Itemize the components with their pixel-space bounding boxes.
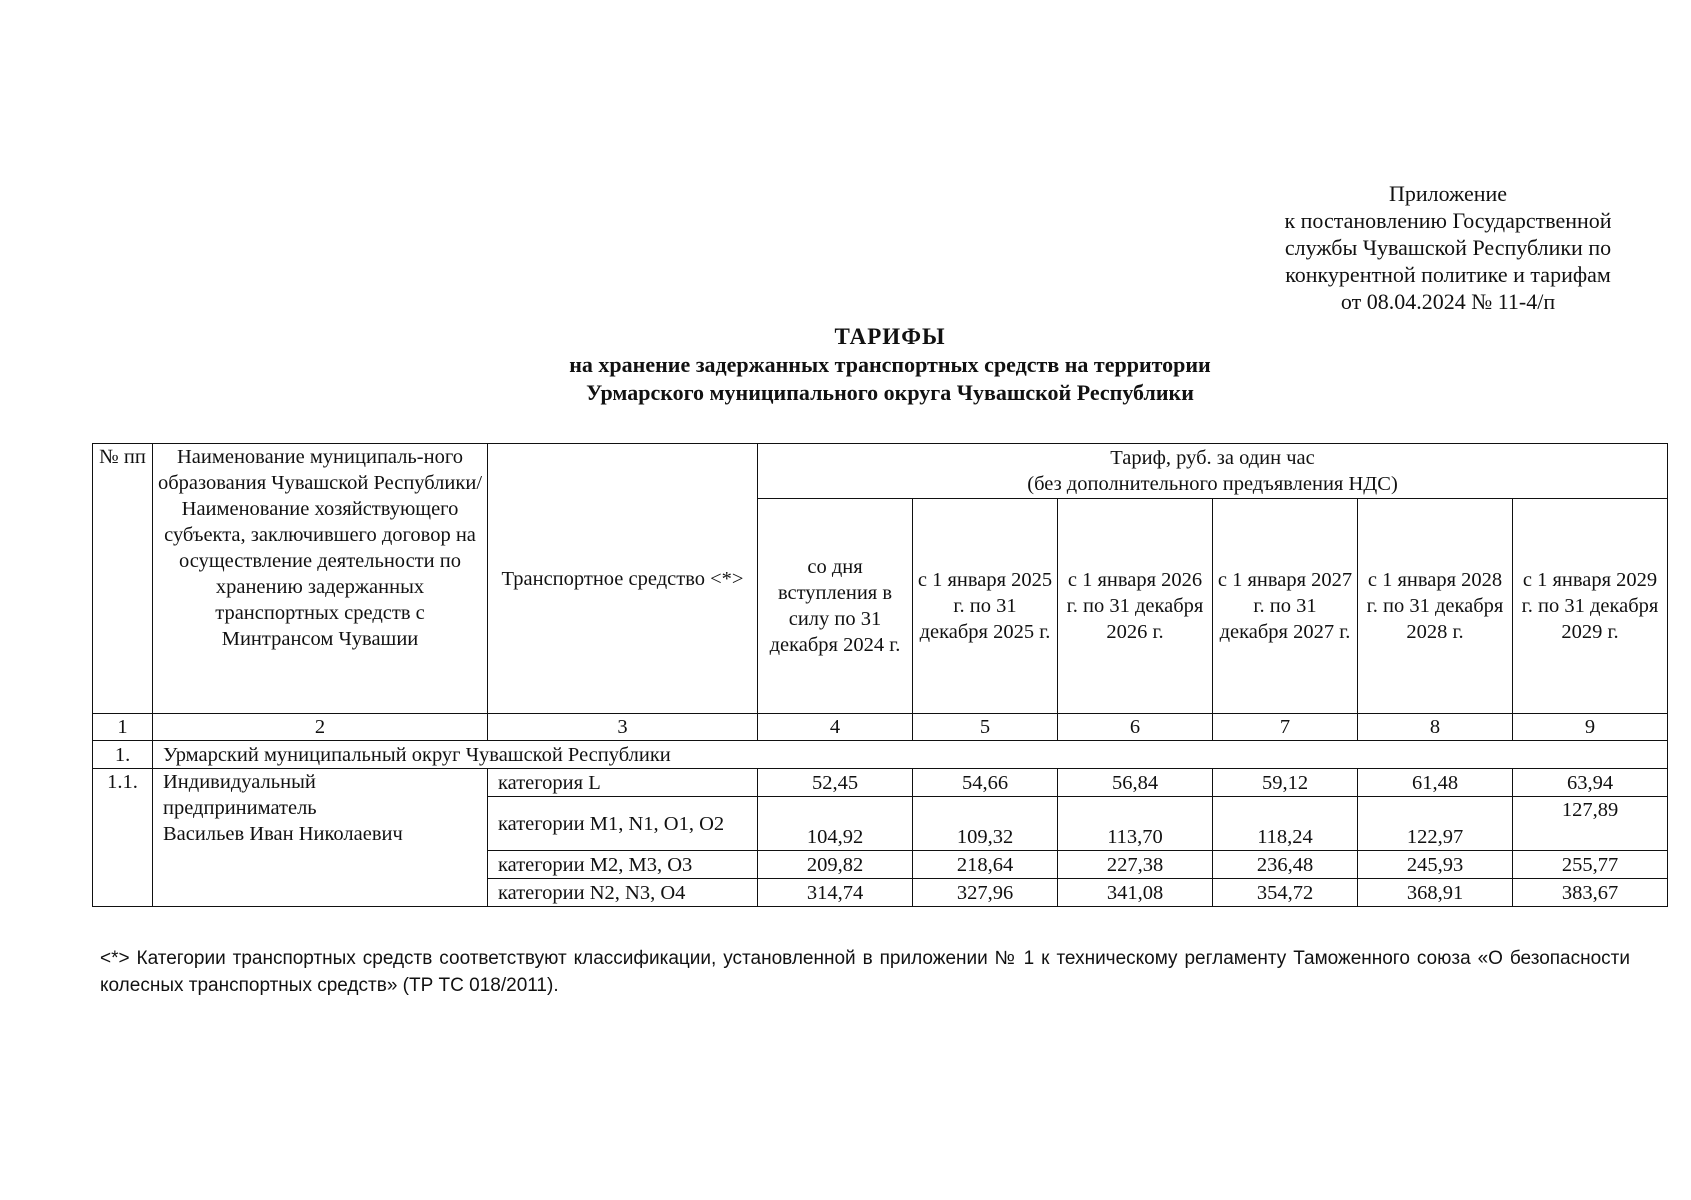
footnote: <*> Категории транспортных средств соответствуют классификации, установленной в приложении № 1 к техническому регламенту Таможенного союза «О безопасности колесных транспортных средств» (ТР ТС 018/2011).	[100, 948, 1630, 996]
entity-name-line: Васильев Иван Николаевич	[163, 823, 403, 845]
tariff-value: 341,08	[1058, 879, 1213, 907]
tariff-value: 383,67	[1513, 879, 1668, 907]
column-number: 5	[913, 714, 1058, 741]
tariff-value: 314,74	[758, 879, 913, 907]
table-row	[93, 769, 1668, 797]
tariff-value: 61,48	[1358, 769, 1513, 797]
appendix-line: службы Чувашской Республики по	[1284, 235, 1612, 260]
section-row	[93, 741, 1668, 769]
tariff-value: 255,77	[1513, 851, 1668, 879]
tariff-value: 118,24	[1213, 797, 1358, 851]
appendix-header	[1228, 180, 1668, 315]
header-vehicle: Транспортное средство <*>	[488, 444, 758, 714]
tariff-value: 52,45	[758, 769, 913, 797]
appendix-line: от 08.04.2024 № 11-4/п	[1340, 289, 1556, 314]
tariff-value: 113,70	[1058, 797, 1213, 851]
tariff-group-line-2: (без дополнительного предъявления НДС)	[1027, 473, 1398, 495]
header-tariff-group	[758, 444, 1668, 499]
header-period: со дня вступления в силу по 31 декабря 2024 г.	[758, 499, 913, 714]
tariff-value: 104,92	[758, 797, 913, 851]
entity-name-line: предприниматель	[163, 797, 317, 819]
tariff-value: 209,82	[758, 851, 913, 879]
header-num: № пп	[93, 444, 153, 714]
column-number: 7	[1213, 714, 1358, 741]
tariff-value: 122,97	[1358, 797, 1513, 851]
header-period: с 1 января 2029 г. по 31 декабря 2029 г.	[1513, 499, 1668, 714]
tariff-value: 354,72	[1213, 879, 1358, 907]
entity-num: 1.1.	[93, 769, 153, 907]
column-number: 1	[93, 714, 153, 741]
tariff-value: 227,38	[1058, 851, 1213, 879]
title-main: ТАРИФЫ	[834, 324, 946, 349]
tariff-value: 63,94	[1513, 769, 1668, 797]
tariff-value: 368,91	[1358, 879, 1513, 907]
appendix-line: конкурентной политике и тарифам	[1285, 262, 1611, 287]
header-period: с 1 января 2025 г. по 31 декабря 2025 г.	[913, 499, 1058, 714]
title-line-2: Урмарского муниципального округа Чувашской Республики	[586, 380, 1194, 405]
title-line-1: на хранение задержанных транспортных средств на территории	[569, 352, 1211, 377]
tariff-value: 56,84	[1058, 769, 1213, 797]
tariff-value: 218,64	[913, 851, 1058, 879]
vehicle-category: категория L	[488, 769, 758, 797]
tariff-value: 245,93	[1358, 851, 1513, 879]
tariff-value: 327,96	[913, 879, 1058, 907]
tariff-value: 127,89	[1513, 797, 1668, 851]
tariff-value: 59,12	[1213, 769, 1358, 797]
section-num: 1.	[93, 741, 153, 769]
column-number-row	[93, 714, 1668, 741]
header-name: Наименование муниципаль-ного образования Чувашской Республики/Наименование хозяйствующего субъекта, заключившего договор на осуществление деятельности по хранению задержанных транспортных средств с Минтрансом Чувашии	[153, 444, 488, 714]
vehicle-category: категории N2, N3, O4	[488, 879, 758, 907]
column-number: 2	[153, 714, 488, 741]
entity-name	[153, 769, 488, 907]
header-period: с 1 января 2028 г. по 31 декабря 2028 г.	[1358, 499, 1513, 714]
entity-name-line: Индивидуальный	[163, 771, 316, 793]
tariff-value: 109,32	[913, 797, 1058, 851]
vehicle-category: категории M2, M3, O3	[488, 851, 758, 879]
header-period: с 1 января 2026 г. по 31 декабря 2026 г.	[1058, 499, 1213, 714]
column-number: 4	[758, 714, 913, 741]
column-number: 6	[1058, 714, 1213, 741]
tariff-group-line-1: Тариф, руб. за один час	[1110, 447, 1315, 469]
column-number: 9	[1513, 714, 1668, 741]
appendix-line: Приложение	[1388, 181, 1508, 206]
vehicle-category: категории M1, N1, O1, O2	[488, 797, 758, 851]
column-number: 8	[1358, 714, 1513, 741]
section-name: Урмарский муниципальный округ Чувашской Республики	[153, 741, 1668, 769]
tariffs-table	[92, 443, 1668, 907]
tariff-value: 54,66	[913, 769, 1058, 797]
tariff-value: 236,48	[1213, 851, 1358, 879]
header-period: с 1 января 2027 г. по 31 декабря 2027 г.	[1213, 499, 1358, 714]
column-number: 3	[488, 714, 758, 741]
document-title	[360, 323, 1420, 407]
appendix-line: к постановлению Государственной	[1284, 208, 1612, 233]
